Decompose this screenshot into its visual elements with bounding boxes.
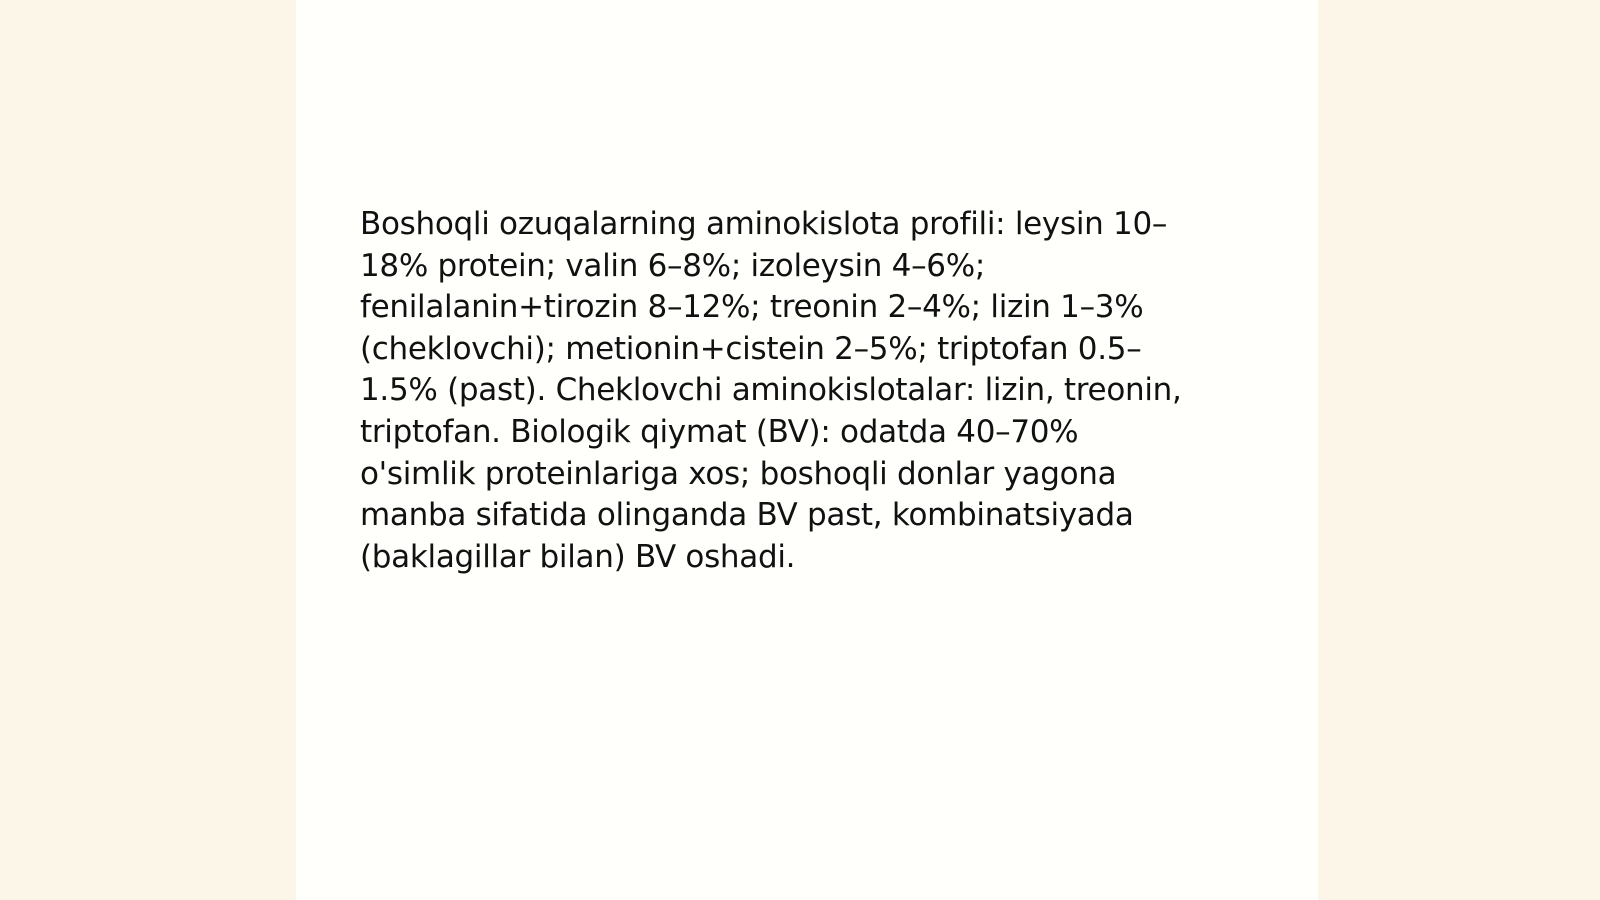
document-page bbox=[296, 0, 1318, 900]
body-paragraph: Boshoqli ozuqalarning aminokislota profili: leysin 10– 18% protein; valin 6–8%; izoleysin 4–6%; fenilalanin+tirozin 8–12%; treonin 2–4%; lizin 1–3% (cheklovchi); metionin+cistein 2–5%; triptofan 0.5– 1.5% (past). Cheklovchi aminokislotalar: lizin, treonin, triptofan. Biologik qiymat (BV): odatda 40–70% o'simlik proteinlariga xos; boshoqli donlar yagona manba sifatida olinganda BV past, kombinatsiyada (baklagillar bilan) BV oshadi. bbox=[360, 206, 1182, 575]
